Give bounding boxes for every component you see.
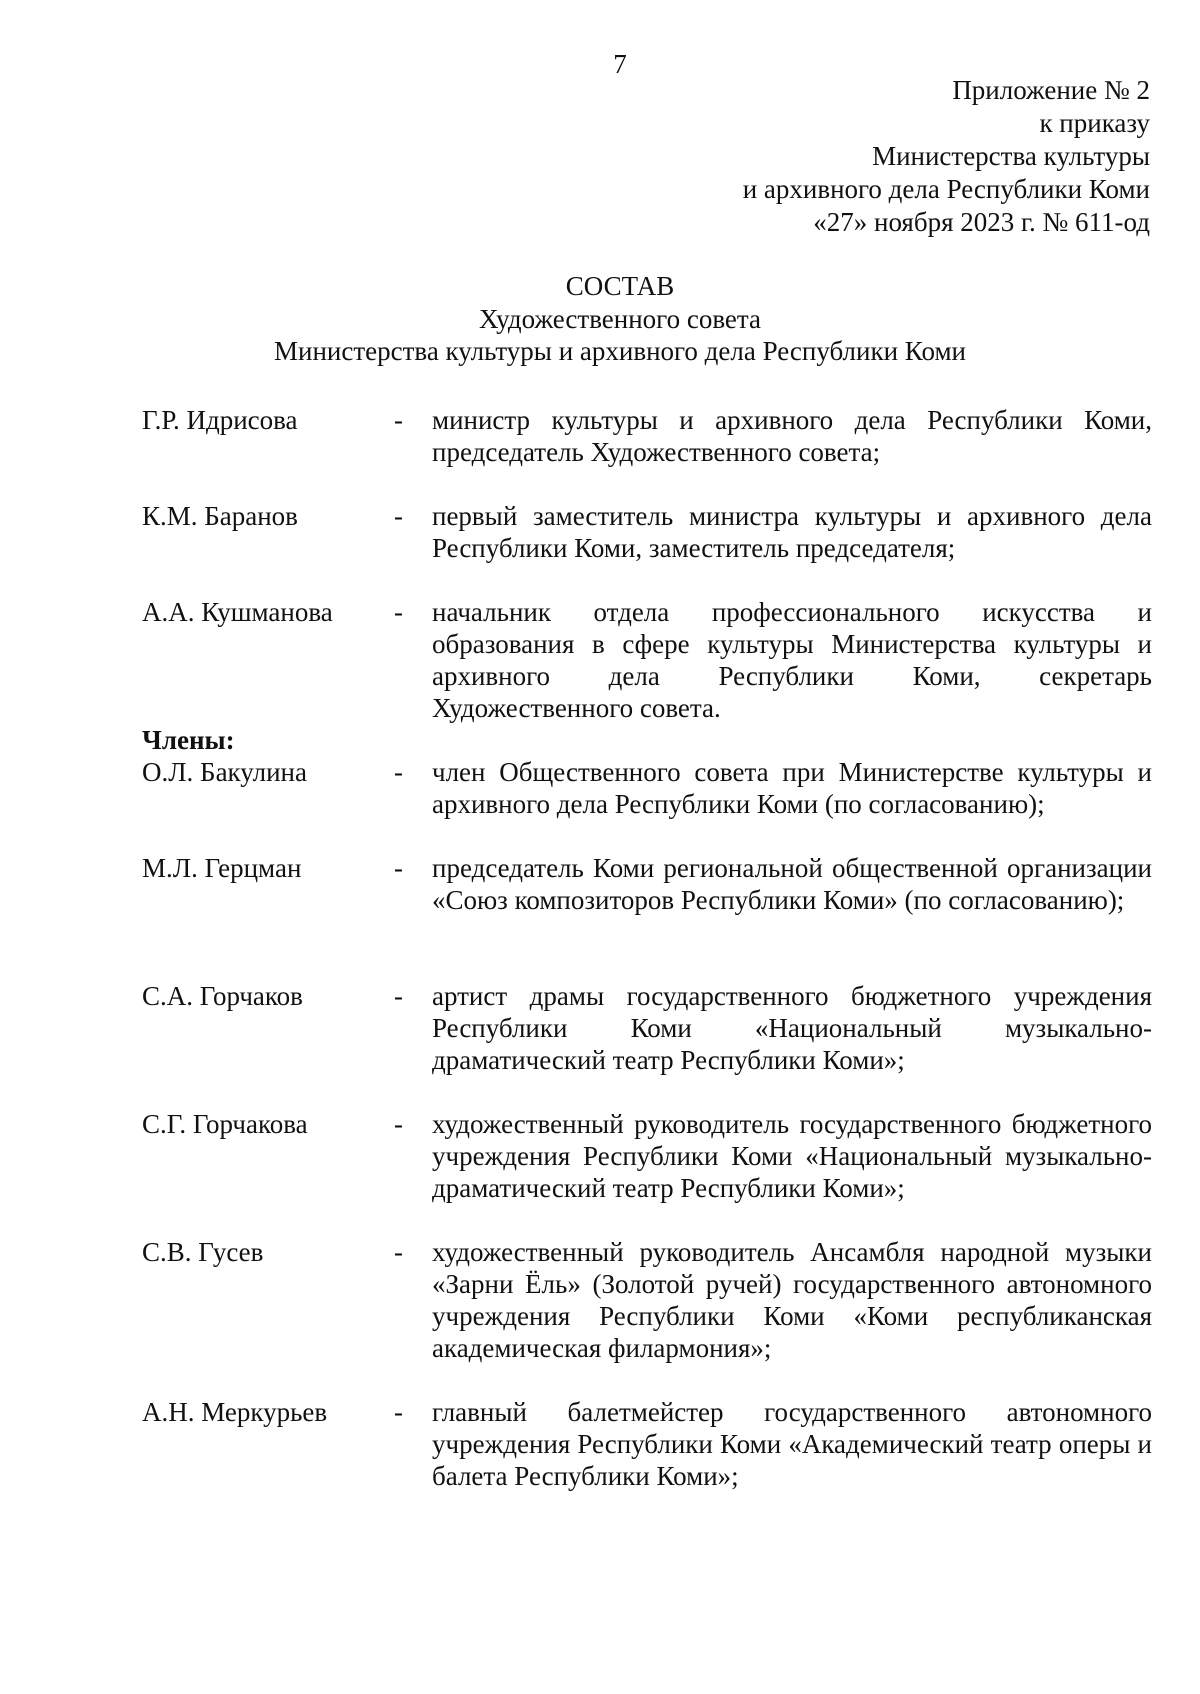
entry-description: художественный руководитель государственного бюджетного учреждения Республики Коми «Национальный музыкально-драматический театр Республики Коми»; xyxy=(432,1109,1152,1203)
entry-dash: - xyxy=(394,853,403,883)
entry-name: А.А. Кушманова xyxy=(142,597,333,627)
entry-dash: - xyxy=(394,405,403,435)
page-number: 7 xyxy=(613,49,627,79)
entry-description: член Общественного совета при Министерстве культуры и архивного дела Республики Коми (по согласованию); xyxy=(432,757,1152,819)
entry-description: главный балетмейстер государственного автономного учреждения Республики Коми «Академический театр оперы и балета Республики Коми»; xyxy=(432,1397,1152,1491)
appendix-line: и архивного дела Республики Коми xyxy=(742,174,1150,204)
entry-dash: - xyxy=(394,597,403,627)
entry-description: министр культуры и архивного дела Республики Коми, председатель Художественного совета; xyxy=(432,405,1152,467)
appendix-line: Приложение № 2 xyxy=(952,75,1150,105)
heading-ministry: Министерства культуры и архивного дела Республики Коми xyxy=(274,336,966,366)
entry-name: С.А. Горчаков xyxy=(142,981,303,1011)
appendix-line: к приказу xyxy=(1039,108,1150,138)
appendix-block xyxy=(743,74,1150,239)
entry-dash: - xyxy=(394,501,403,531)
entry-name: М.Л. Герцман xyxy=(142,853,302,883)
entry-description: артист драмы государственного бюджетного учреждения Республики Коми «Национальный музыкально-драматический театр Республики Коми»; xyxy=(432,981,1152,1075)
members-label: Члены: xyxy=(142,725,235,755)
entry-name: К.М. Баранов xyxy=(142,501,298,531)
heading-subtitle: Художественного совета xyxy=(478,304,762,334)
entry-description: первый заместитель министра культуры и архивного дела Республики Коми, заместитель председателя; xyxy=(432,501,1152,563)
entry-description: председатель Коми региональной общественной организации «Союз композиторов Республики Коми» (по согласованию); xyxy=(432,853,1152,915)
heading-title: СОСТАВ xyxy=(565,271,675,301)
entry-name: А.Н. Меркурьев xyxy=(142,1397,328,1427)
entry-name: С.В. Гусев xyxy=(142,1237,264,1267)
document-heading xyxy=(0,269,1200,367)
appendix-line: Министерства культуры xyxy=(872,141,1150,171)
entry-name: О.Л. Бакулина xyxy=(142,757,307,787)
entry-name: Г.Р. Идрисова xyxy=(142,405,298,435)
entry-dash: - xyxy=(394,1237,403,1267)
entry-description: художественный руководитель Ансамбля народной музыки «Зарни Ёль» (Золотой ручей) государственного автономного учреждения Республики Коми «Коми республиканская академическая филармония»; xyxy=(432,1237,1152,1363)
entry-name: С.Г. Горчакова xyxy=(142,1109,308,1139)
entry-dash: - xyxy=(394,1397,403,1427)
entry-dash: - xyxy=(394,981,403,1011)
entry-dash: - xyxy=(394,757,403,787)
appendix-line: «27» ноября 2023 г. № 611-од xyxy=(813,207,1150,237)
entry-description: начальник отдела профессионального искусства и образования в сфере культуры Министерства культуры и архивного дела Республики Коми, секретарь Художественного совета. xyxy=(432,597,1152,723)
entry-dash: - xyxy=(394,1109,403,1139)
